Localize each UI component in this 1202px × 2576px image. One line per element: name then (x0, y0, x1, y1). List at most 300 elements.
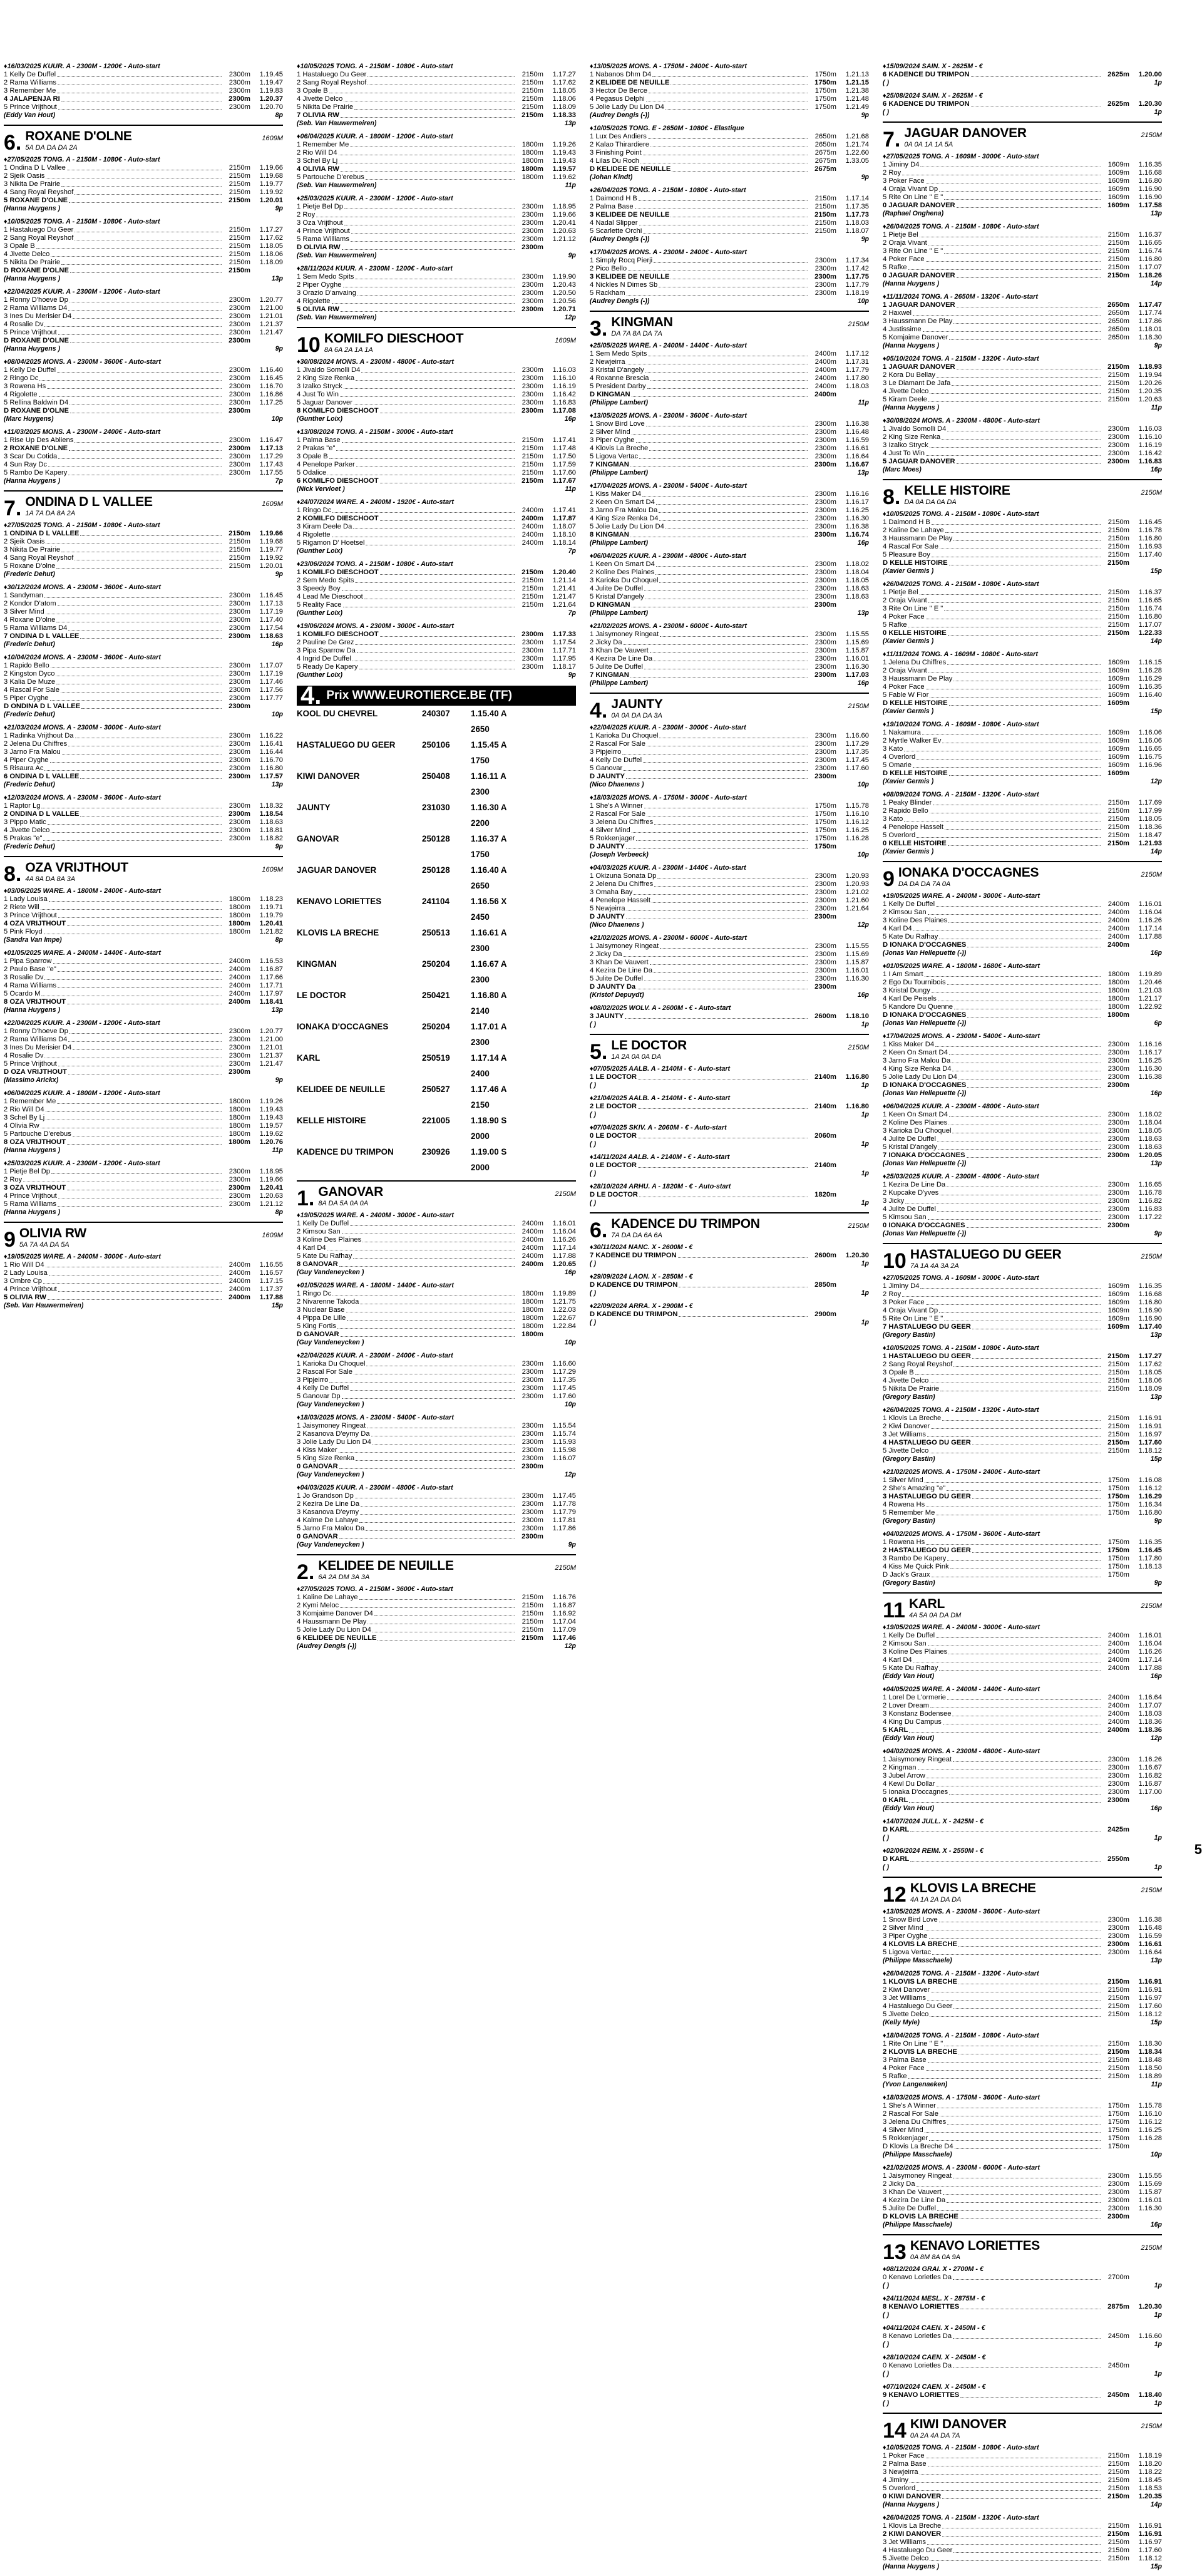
runner-distance: 2150m (1107, 1414, 1129, 1422)
result-row (4, 694, 283, 703)
runner-time: 1.16.01 (845, 655, 869, 662)
runner-distance: 2400m (229, 982, 250, 989)
runner-time (1129, 1571, 1162, 1579)
result-row (590, 1252, 869, 1260)
runner-time: 1.18.05 (845, 577, 869, 584)
leader-dots (61, 686, 222, 693)
runner-time: 1.17.08 (552, 407, 576, 415)
prix-title-band (297, 682, 576, 709)
result-row (883, 1509, 1162, 1517)
result-row (590, 975, 869, 983)
result-row (883, 1640, 1162, 1648)
result-row (297, 601, 576, 609)
leader-dots (909, 1726, 1101, 1733)
horse-performance: 0A 8M 8A 0A 9A (910, 2254, 960, 2261)
runner-name: 3 Jelena Du Chiffres (590, 818, 654, 826)
runner-time: 1.20.30 (1138, 100, 1162, 108)
result-row (883, 1916, 1162, 1924)
race-footer (4, 1208, 283, 1217)
runner-name: 2 Jelena Du Chiffres (4, 740, 68, 748)
leader-dots (918, 1764, 1101, 1770)
runner-distance: 2300m (814, 756, 836, 764)
runner-time: 1.16.53 (259, 957, 283, 965)
runner-name: 3 Jarno Fra Malou (4, 748, 61, 756)
result-row (883, 1081, 1162, 1090)
runner-time: 1.18.36 (1138, 1726, 1162, 1734)
runner-distance: 1609m (1107, 691, 1129, 699)
result-row (590, 756, 869, 765)
runner-time: 1.16.03 (552, 366, 576, 374)
runner-distance: 2300m (814, 647, 836, 654)
result-row (590, 490, 869, 498)
runner-name: 4 Kelly De Duffel (297, 1384, 349, 1392)
horse-number: 4. (590, 699, 608, 723)
result-row (590, 1281, 869, 1289)
runner-distance: 2900m (814, 1311, 836, 1318)
runner-distance: 2400m (1107, 1640, 1129, 1647)
result-row (297, 1384, 576, 1393)
leader-dots (339, 1463, 515, 1469)
runner-distance: 2300m (521, 655, 543, 662)
runner-distance: 2400m (521, 1252, 543, 1260)
race-result (4, 522, 283, 579)
result-row (883, 1764, 1162, 1772)
result-row (883, 1143, 1162, 1151)
runner-name: 3 Karioka Du Choquel (883, 1127, 952, 1135)
result-row (883, 1127, 1162, 1135)
runner-name: 2 Rio Will D4 (4, 1106, 44, 1113)
leader-dots (932, 1949, 1101, 1955)
runner-name: 4 Oraja Vivant Dp (883, 1307, 938, 1314)
leader-dots (947, 1485, 1101, 1491)
prix-date: 250519 (422, 1053, 450, 1063)
runner-time: 1.21.75 (552, 1298, 576, 1306)
runner-name: 4 OZA VRIJTHOUT (4, 920, 66, 927)
runner-distance: 2300m (1107, 1135, 1129, 1143)
result-row (4, 624, 283, 632)
runner-name: 3 Prince Vrijthout (4, 912, 57, 919)
runner-time: 1.17.29 (845, 740, 869, 748)
runner-distance: 2150m (1107, 1994, 1129, 2002)
runner-time: 1.19.79 (259, 912, 283, 919)
race-odds: 16p (1150, 2221, 1162, 2228)
runner-distance: 2150m (814, 203, 836, 210)
runner-time: 1.18.50 (1138, 2064, 1162, 2072)
result-row (4, 461, 283, 469)
runner-time: 1.16.01 (552, 1220, 576, 1227)
runner-time: 1.16.04 (552, 1228, 576, 1235)
prix-row (297, 1050, 576, 1081)
runner-distance: 2300m (229, 391, 250, 398)
race-odds: 1p (861, 1319, 869, 1326)
runner-time: 1.18.63 (1138, 1135, 1162, 1143)
runner-name: D KINGMAN (590, 601, 630, 609)
horse-info (904, 484, 1162, 507)
runner-distance: 2300m (1107, 1049, 1129, 1056)
runner-distance: 2300m (521, 1438, 543, 1446)
result-row (590, 195, 869, 203)
race-result (4, 724, 283, 789)
race-odds: 16p (1150, 466, 1162, 473)
runner-time: 1.18.54 (259, 810, 283, 818)
runner-distance: 2400m (521, 531, 543, 538)
prix-date: 250128 (422, 865, 450, 875)
horse-number: 7. (4, 497, 22, 520)
horse-number: 8. (883, 485, 901, 509)
result-row (4, 87, 283, 95)
runner-time: 1.16.08 (1138, 1476, 1162, 1484)
race-header: ♦ 26/04/2025 TONG. A - 2150M - 1080€ - Auto-start (590, 187, 869, 195)
runner-distance: 1609m (1107, 675, 1129, 683)
race-result (883, 223, 1162, 288)
horse-info (318, 1559, 576, 1582)
leader-dots (652, 71, 808, 77)
result-row (297, 235, 576, 244)
result-row (883, 301, 1162, 309)
result-row (590, 383, 869, 391)
runner-distance: 1800m (521, 1298, 543, 1306)
prix-row (297, 1144, 576, 1175)
leader-dots (74, 226, 222, 232)
result-row (883, 1439, 1162, 1447)
runner-name: 3 Rowena Hs (4, 383, 46, 390)
runner-name: 2 Oraja Vivant (883, 597, 927, 604)
horse-performance: 4A 1A 2A DA DA (910, 1896, 962, 1904)
runner-name: 1 Snow Bird Love (883, 1916, 938, 1924)
leader-dots (46, 608, 222, 614)
race-footer (883, 1019, 1162, 1028)
race-odds: 13p (857, 469, 869, 477)
result-row (4, 732, 283, 740)
result-row (590, 165, 869, 173)
runner-distance: 2150m (229, 180, 250, 188)
runner-time: 1.17.46 (259, 678, 283, 686)
horse-distance: 1609M (262, 500, 283, 508)
runner-name: 2 Roy (4, 1176, 23, 1183)
race-odds: 16p (857, 679, 869, 687)
runner-name: 1 Kiss Maker D4 (590, 490, 642, 498)
leader-dots (56, 678, 222, 684)
runner-name: 2 Rascal For Sale (297, 1368, 352, 1376)
leader-dots (80, 632, 222, 639)
runner-name: 1 Ringo Dc (297, 507, 332, 514)
result-row (883, 2547, 1162, 2555)
runner-name: 4 Poker Face (883, 255, 925, 263)
runner-name: 5 Prakas "e" (4, 835, 43, 842)
leader-dots (917, 2485, 1101, 2491)
horse-distance: 2150M (848, 321, 869, 328)
trainer-name: ( ) (883, 2370, 889, 2378)
race-result (4, 428, 283, 485)
runner-time: 1.19.57 (259, 1122, 283, 1130)
horse-distance: 1609M (262, 1232, 283, 1239)
leader-dots (67, 920, 222, 926)
runner-time: 1.16.64 (845, 453, 869, 460)
race-odds: 14p (1150, 280, 1162, 287)
race-result (590, 864, 869, 929)
race-odds: 9p (1154, 1579, 1162, 1587)
race-odds: 10p (857, 297, 869, 305)
runner-name: 4 Jivette Delco (883, 388, 929, 395)
runner-time: 1.16.25 (1138, 1057, 1162, 1064)
result-row (4, 554, 283, 562)
runner-name: 2 Paulo Base "e" (4, 966, 56, 973)
race-odds: 10p (564, 1339, 576, 1346)
runner-time: 1.17.60 (1138, 2002, 1162, 2010)
result-row (590, 897, 869, 905)
result-row (297, 1508, 576, 1517)
runner-time: 1.16.38 (845, 523, 869, 530)
runner-distance: 2150m (1107, 2056, 1129, 2064)
race-result (297, 1212, 576, 1277)
leader-dots (48, 461, 222, 467)
runner-name: 3 Ombre Cp (4, 1277, 42, 1285)
race-odds: 12p (564, 1642, 576, 1650)
trainer-name: (Guy Vandeneycken ) (297, 1339, 364, 1346)
runner-distance: 1609m (1107, 1282, 1129, 1290)
runner-time: 1.22.84 (552, 1322, 576, 1330)
race-header: ♦ 28/10/2024 CAEN. X - 2450M - € (883, 2354, 1162, 2362)
runner-name: 4 Overlord (883, 753, 916, 761)
leader-dots (359, 663, 515, 669)
runner-name: 1 Jo Grandson Dp (297, 1492, 354, 1500)
result-row (883, 543, 1162, 551)
race-header: ♦ 08/12/2024 GRAI. X - 2700M - € (883, 2265, 1162, 2274)
result-row (883, 1949, 1162, 1957)
runner-name: 5 Reality Face (297, 601, 342, 609)
runner-time: 1.18.20 (1138, 2460, 1162, 2468)
runner-name: 4 King Du Campus (883, 1718, 942, 1726)
result-row (883, 909, 1162, 917)
runner-name: 3 Jet Williams (883, 1994, 926, 2002)
runner-time: 1.18.05 (259, 242, 283, 250)
runner-distance: 2150m (229, 562, 250, 570)
runner-distance: 1750m (1107, 1509, 1129, 1517)
result-row (297, 655, 576, 663)
runner-distance: 2400m (229, 1285, 250, 1293)
race-result (883, 2324, 1162, 2349)
result-row (4, 546, 283, 554)
leader-dots (644, 975, 808, 981)
runner-name: 1 Keen On Smart D4 (883, 1111, 948, 1118)
runner-distance: 2300m (229, 740, 250, 748)
horse-info (318, 1185, 576, 1208)
leader-dots (62, 748, 222, 755)
runner-name: 3 Kalia De Muze (4, 678, 56, 686)
runner-name: 4 Jiminy (883, 2476, 909, 2484)
race-odds: 9p (861, 235, 869, 243)
runner-time: 1.16.10 (1138, 2110, 1162, 2118)
runner-name: 4 Rascal For Sale (883, 543, 938, 550)
race-footer (590, 679, 869, 688)
leader-dots (327, 469, 515, 475)
runner-time: 1.16.04 (1138, 909, 1162, 916)
runner-distance: 1609m (1107, 770, 1129, 777)
race-odds: 9p (1154, 1230, 1162, 1237)
race-odds: 7p (275, 477, 283, 485)
leader-dots (41, 904, 222, 910)
race-footer (297, 547, 576, 555)
prix-record: 1.17.14 A 2400 (471, 1053, 507, 1078)
race-result (883, 791, 1162, 856)
leader-dots (61, 180, 222, 187)
result-row (4, 703, 283, 711)
race-odds: 11p (858, 399, 869, 406)
runner-name: 4 Jivette Delco (297, 95, 343, 103)
runner-name: 1 Ronny D'hoeve Dp (4, 1028, 68, 1035)
runner-distance: 2150m (229, 530, 250, 537)
runner-distance: 2400m (814, 374, 836, 382)
runner-distance: 2300m (814, 507, 836, 514)
race-header: ♦ 04/03/2025 KUUR. A - 2300M - 1440€ - Auto-start (590, 864, 869, 872)
leader-dots (943, 2188, 1101, 2195)
race-odds: 1p (1154, 2370, 1162, 2378)
leader-dots (950, 1563, 1101, 1569)
race-result (590, 1244, 869, 1268)
horse-header (4, 856, 283, 884)
runner-time (836, 843, 869, 851)
result-row (883, 2476, 1162, 2485)
race-result (4, 288, 283, 353)
runner-distance: 2150m (1107, 1986, 1129, 1994)
runner-distance: 2140m (814, 1162, 836, 1169)
runner-distance: 2150m (229, 250, 250, 258)
horse-distance: 1609M (262, 866, 283, 873)
result-row (883, 2522, 1162, 2530)
runner-time: 1.16.60 (552, 1360, 576, 1368)
runner-distance: 1800m (1107, 987, 1129, 994)
runner-distance: 2300m (814, 655, 836, 662)
runner-name: 2 Ringo Dc (4, 374, 39, 382)
race-odds: 1p (861, 1199, 869, 1207)
result-row (883, 675, 1162, 683)
runner-name: 4 Rosalie Dv (4, 321, 44, 328)
horse-number: 6. (4, 131, 22, 155)
runner-distance: 2300m (1107, 1181, 1129, 1188)
race-header: ♦ 25/03/2025 KUUR. A - 2300M - 4800€ - Auto-start (883, 1173, 1162, 1181)
result-row (4, 1261, 283, 1269)
runner-name: 4 Kezira De Line Da (590, 967, 653, 974)
runner-distance: 2150m (814, 211, 836, 219)
race-result (883, 293, 1162, 350)
leader-dots (657, 872, 808, 878)
runner-time: 1.18.36 (1138, 1718, 1162, 1726)
leader-dots (904, 745, 1101, 751)
runner-name: 3 Jelena Du Chiffres (883, 2118, 947, 2126)
leader-dots (655, 569, 808, 575)
runner-distance: 2300m (814, 967, 836, 974)
runner-name: 0 GANOVAR (297, 1533, 338, 1540)
runner-name: 4 Roxanne Brescia (590, 374, 649, 382)
result-row (883, 388, 1162, 396)
horse-name: OLIVIA RW (19, 1226, 86, 1240)
runner-name: 8 GANOVAR (297, 1260, 338, 1268)
leader-dots (359, 1517, 515, 1523)
result-row (297, 165, 576, 173)
runner-name: D IONAKA D'OCCAGNES (883, 1011, 967, 1019)
runner-distance: 2150m (1107, 2522, 1129, 2530)
leader-dots (948, 1119, 1101, 1125)
horse-number: 13 (883, 2240, 907, 2264)
runner-name: 2 King Size Renka (883, 433, 941, 441)
result-row (883, 1213, 1162, 1222)
trainer-name: (Philippe Lambert) (590, 679, 648, 687)
runner-time: 1.19.66 (552, 211, 576, 219)
result-row (297, 111, 576, 120)
runner-name: 4 Silver Mind (590, 827, 630, 834)
runner-time: 1.15.55 (1138, 2172, 1162, 2180)
runner-time: 1.18.06 (1138, 1377, 1162, 1384)
race-result (297, 1282, 576, 1347)
runner-name: 5 Prince Vrijthout (4, 1060, 57, 1068)
leader-dots (366, 173, 515, 180)
runner-name: 5 Rigamon D' Hoetsel (297, 539, 365, 547)
race-header: ♦ 04/02/2025 MONS. A - 2300M - 4800€ - Auto-start (883, 1748, 1162, 1756)
runner-name: 7 OLIVIA RW (297, 111, 339, 119)
result-row (4, 242, 283, 250)
result-row (590, 765, 869, 773)
leader-dots (927, 1772, 1101, 1778)
result-row (297, 453, 576, 461)
runner-time: 1.18.02 (845, 560, 869, 568)
runner-distance: 2150m (1107, 629, 1129, 637)
result-row (4, 267, 283, 275)
race-header: ♦ 10/04/2024 MONS. A - 2300M - 3600€ - Auto-start (4, 654, 283, 662)
race-odds: 13p (1150, 1957, 1162, 1964)
runner-distance: 1800m (229, 928, 250, 935)
runner-distance: 2400m (1107, 1718, 1129, 1726)
runner-distance: 1800m (521, 1290, 543, 1297)
runner-name: 5 Kate Du Rafhay (883, 1664, 938, 1672)
runner-name: 3 JAUNTY (590, 1012, 624, 1020)
race-header: ♦ 12/03/2024 MONS. A - 2300M - 3600€ - Auto-start (4, 794, 283, 802)
trainer-name: (Xavier Germis ) (883, 567, 934, 575)
runner-name: 3 Kato (883, 745, 903, 753)
result-row (590, 905, 869, 913)
prix-date: 231030 (422, 803, 450, 812)
race-odds: 9p (275, 570, 283, 578)
runner-time: 1.17.12 (845, 350, 869, 358)
leader-dots (649, 445, 808, 451)
runner-distance: 2300m (1107, 1916, 1129, 1924)
result-row (883, 1555, 1162, 1563)
runner-time: 1.18.34 (1138, 2048, 1162, 2056)
race-footer (590, 1021, 869, 1029)
race-odds: 13p (271, 275, 283, 282)
leader-dots (910, 1826, 1101, 1832)
runner-distance: 1750m (1107, 1538, 1129, 1546)
runner-distance: 2150m (1107, 1423, 1129, 1430)
runner-time: 1.16.60 (1138, 2332, 1162, 2340)
runner-time (1129, 2143, 1162, 2151)
runner-name: D KINGMAN (590, 391, 630, 398)
race-footer (4, 570, 283, 579)
runner-time: 1.17.14 (1138, 925, 1162, 932)
runner-name: 5 Kate Du Rafhay (883, 933, 938, 940)
leader-dots (660, 631, 808, 637)
runner-time: 1.21.01 (259, 1044, 283, 1051)
leader-dots (639, 453, 808, 459)
runner-distance: 2150m (1107, 247, 1129, 255)
runner-name: 4 Piper Oyghe (4, 756, 49, 764)
trainer-name: ( ) (590, 1170, 596, 1177)
race-header: ♦ 25/05/2025 WARE. A - 2400M - 1440€ - Auto-start (590, 342, 869, 350)
race-result (590, 622, 869, 688)
trainer-name: (Frederic Dehut) (4, 570, 55, 578)
leader-dots (44, 321, 222, 327)
horse-title-row (910, 2418, 1162, 2431)
result-row (590, 655, 869, 663)
